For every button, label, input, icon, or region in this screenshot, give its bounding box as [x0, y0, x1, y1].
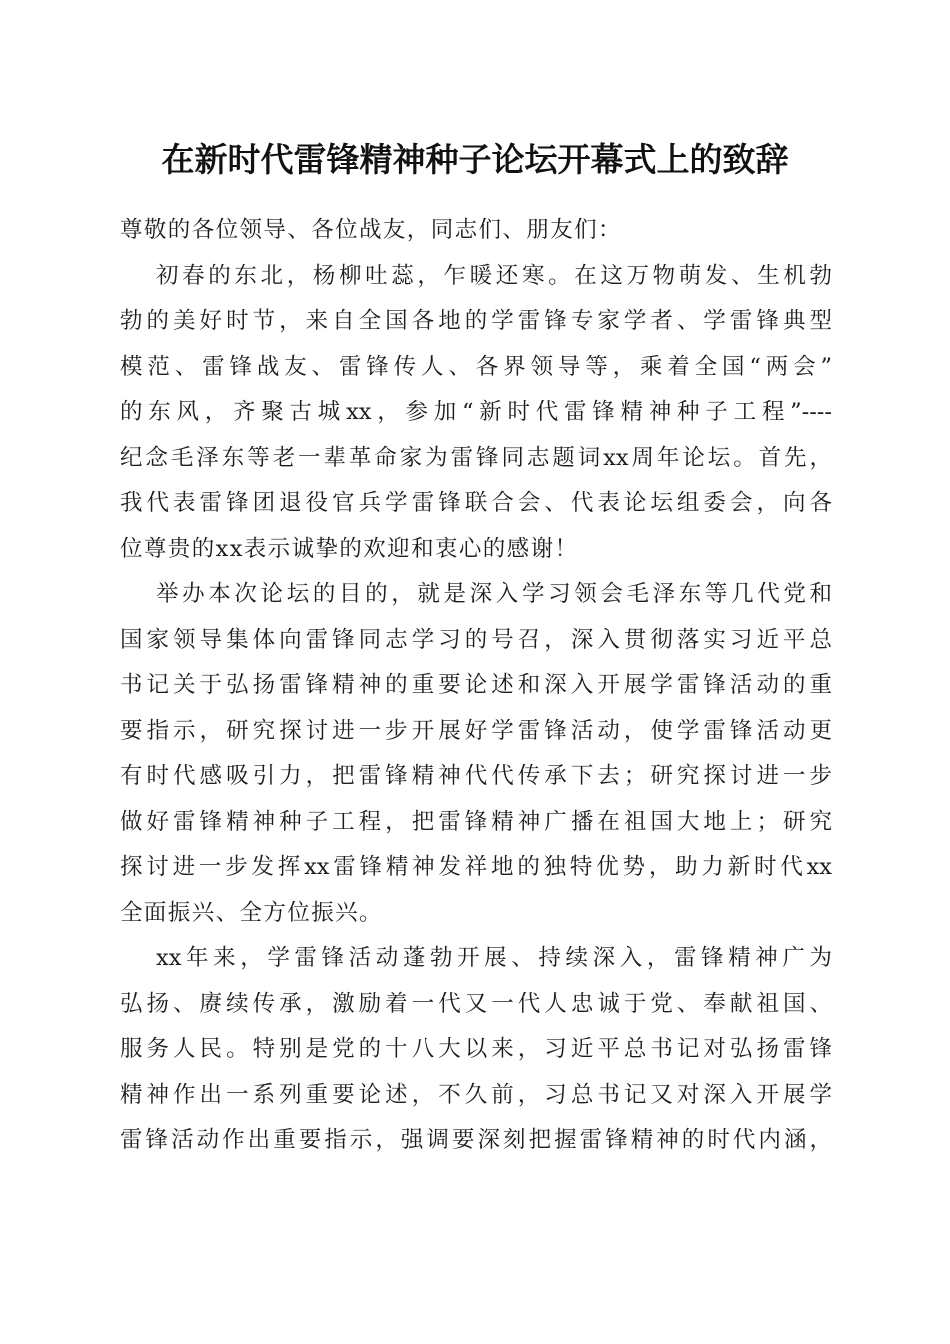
paragraph-line: 纪念毛泽东等老一辈革命家为雷锋同志题词xx周年论坛。首先，: [120, 444, 832, 471]
paragraph-line: 国家领导集体向雷锋同志学习的号召，深入贯彻落实习近平总: [120, 626, 832, 653]
paragraph-line: 举办本次论坛的目的，就是深入学习领会毛泽东等几代党和: [156, 581, 832, 607]
paragraph-line: 初春的东北，杨柳吐蕊，乍暖还寒。在这万物萌发、生机勃: [156, 262, 832, 289]
paragraph-line: 书记关于弘扬雷锋精神的重要论述和深入开展学雷锋活动的重: [120, 672, 832, 698]
paragraph-line: 全面振兴、全方位振兴。: [120, 899, 383, 926]
paragraph-line: 服务人民。特别是党的十八大以来，习近平总书记对弘扬雷锋: [120, 1036, 832, 1062]
salutation-line: 尊敬的各位领导、各位战友，同志们、朋友们：: [120, 217, 622, 243]
paragraph-line: 的东风，齐聚古城xx，参加“新时代雷锋精神种子工程”----: [120, 399, 832, 425]
paragraph-line: 有时代感吸引力，把雷锋精神代代传承下去；研究探讨进一步: [120, 763, 832, 789]
paragraph-line: 勃的美好时节，来自全国各地的学雷锋专家学者、学雷锋典型: [120, 308, 832, 334]
paragraph-line: 精神作出一系列重要论述，不久前，习总书记又对深入开展学: [120, 1081, 832, 1108]
paragraph-line: 探讨进一步发挥xx雷锋精神发祥地的独特优势，助力新时代xx: [120, 854, 832, 880]
paragraph-line: 我代表雷锋团退役官兵学雷锋联合会、代表论坛组委会，向各: [120, 490, 832, 516]
paragraph-line: xx年来，学雷锋活动蓬勃开展、持续深入，雷锋精神广为: [156, 945, 832, 971]
document-title: 在新时代雷锋精神种子论坛开幕式上的致辞: [161, 140, 789, 179]
document-body: [120, 208, 832, 1164]
paragraph-line: 模范、雷锋战友、雷锋传人、各界领导等，乘着全国“两会”: [120, 353, 832, 380]
paragraph-line: 要指示，研究探讨进一步开展好学雷锋活动，使学雷锋活动更: [120, 717, 832, 744]
paragraph-line: 做好雷锋精神种子工程，把雷锋精神广播在祖国大地上；研究: [120, 808, 832, 835]
paragraph-line: 雷锋活动作出重要指示，强调要深刻把握雷锋精神的时代内涵，: [120, 1127, 832, 1153]
paragraph-line: 位尊贵的xx表示诚挚的欢迎和衷心的感谢！: [120, 535, 579, 562]
paragraph-line: 弘扬、赓续传承，激励着一代又一代人忠诚于党、奉献祖国、: [120, 990, 832, 1017]
